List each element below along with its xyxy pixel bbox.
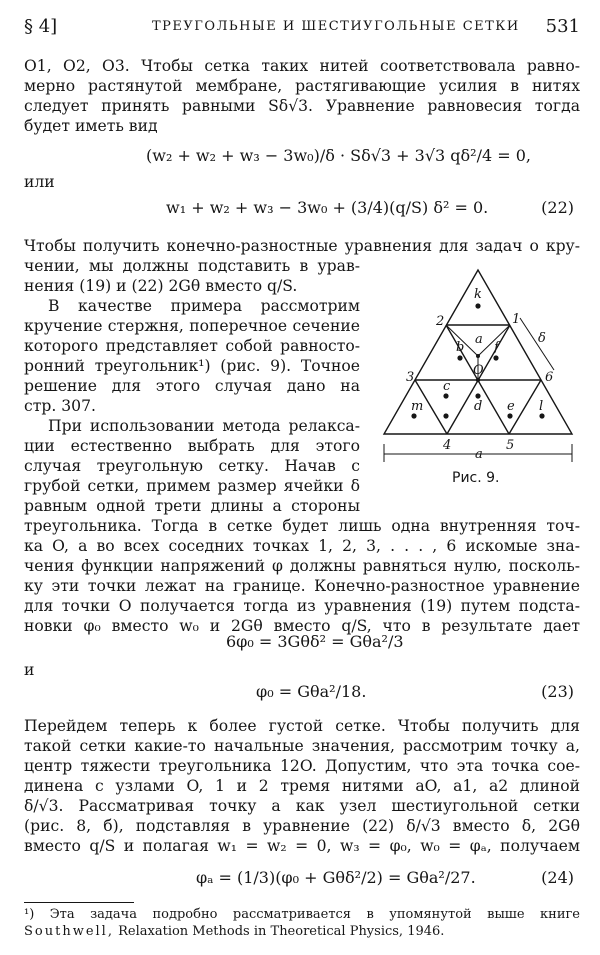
paragraph-3: [24, 296, 360, 416]
page-number: 531: [545, 16, 580, 37]
text-line: ции естественно выбрать для этого: [24, 437, 360, 455]
label-side-a: a: [475, 447, 483, 462]
equation-22: w₁ + w₂ + w₃ − 3w₀ + (3/4)(q/S) δ² = 0.: [166, 198, 489, 217]
text-line: При использовании метода релакса-: [48, 417, 360, 435]
footnote-title: Relaxation Methods in Theoretical Physics, 1946.: [113, 924, 445, 939]
section-mark: § 4]: [24, 16, 58, 37]
text-line: центр тяжести треугольника 12O. Допустим, что эта точка сое-: [24, 757, 580, 775]
text-line: будет иметь вид: [24, 117, 158, 135]
text-line: случая треугольную сетку. Начав с: [24, 457, 360, 475]
footnote-citation: [24, 923, 580, 940]
equation-24: φₐ = (1/3)(φ₀ + Gθδ²/2) = Gθa²/27.: [196, 868, 476, 887]
text-line: новки φ₀ вместо w₀ и 2Gθ вместо q/S, что в результате дает: [24, 617, 580, 635]
text-line: Чтобы получить конечно-разностные уравнения для задач о кру-: [24, 237, 580, 255]
footnote-line: ¹) Эта задача подробно рассматривается в упомянутой выше книге: [24, 907, 580, 922]
text-line: такой сетки какие-то начальные значения, рассмотрим точку a,: [24, 737, 580, 755]
text-line: решение для этого случая дано на: [24, 377, 360, 395]
equation-number-23: (23): [541, 682, 574, 701]
figure-9-triangle-grid: [382, 268, 578, 486]
text-line: стр. 307.: [24, 397, 96, 415]
text-line: для точки O получается тогда из уравнения (19) путем подста-: [24, 597, 580, 615]
text-line: В качестве примера рассмотрим: [48, 297, 360, 315]
label-k: k: [474, 287, 482, 302]
word-or: или: [24, 173, 55, 191]
label-f: f: [494, 340, 499, 355]
label-1: 1: [512, 312, 521, 327]
text-line: чения функции напряжений φ должны равняться нулю, посколь-: [24, 557, 580, 575]
footnote: [24, 906, 580, 940]
label-O: O: [473, 363, 484, 378]
word-and: и: [24, 661, 35, 679]
label-l: l: [539, 399, 544, 414]
text-line: треугольника. Тогда в сетке будет лишь одна внутренняя точ-: [24, 517, 580, 535]
text-line: (рис. 8, б), подставляя в уравнение (22) δ/√3 вместо δ, 2Gθ: [24, 817, 580, 835]
text-line: динена с узлами O, 1 и 2 тремя нитями aO, a1, a2 длиной: [24, 777, 580, 795]
label-4: 4: [443, 438, 452, 453]
text-line: равным одной трети длины a стороны: [24, 497, 360, 515]
text-line: вместо q/S и полагая w₁ = w₂ = 0, w₃ = φ₀, w₀ = φₐ, получаем: [24, 837, 580, 855]
text-line: O1, O2, O3. Чтобы сетка таких нитей соответствовала равно-: [24, 57, 580, 75]
text-line: нения (19) и (22) 2Gθ вместо q/S.: [24, 277, 298, 295]
label-d: d: [474, 399, 483, 414]
page-header: [24, 16, 580, 42]
footnote-rule: [24, 902, 134, 903]
text-line: чении, мы должны подставить в урав-: [24, 257, 360, 275]
paragraph-1: [24, 56, 580, 136]
running-title: ТРЕУГОЛЬНЫЕ И ШЕСТИУГОЛЬНЫЕ СЕТКИ: [152, 19, 520, 34]
text-line: Перейдем теперь к более густой сетке. Чтобы получить для: [24, 717, 580, 735]
text-line: ка O, а во всех соседних точках 1, 2, 3, . . . , 6 искомые зна-: [24, 537, 580, 555]
equation-number-22: (22): [541, 198, 574, 217]
equation-23: φ₀ = Gθa²/18.: [256, 682, 367, 701]
label-2: 2: [436, 314, 445, 329]
label-e: e: [507, 399, 515, 414]
equation-number-24: (24): [541, 868, 574, 887]
footnote-author: Southwell,: [24, 924, 114, 939]
text-line: ронний треугольник¹) (рис. 9). Точное: [24, 357, 360, 375]
label-c: c: [443, 379, 451, 394]
equation-phi0: 6φ₀ = 3Gθδ² = Gθa²/3: [226, 632, 404, 651]
label-a: a: [475, 332, 483, 347]
text-line: грубой сетки, примем размер ячейки δ: [24, 477, 360, 495]
text-line: δ/√3. Рассматривая точку a как узел шестиугольной сетки: [24, 797, 580, 815]
text-line: ку эти точки лежат на границе. Конечно-разностное уравнение: [24, 577, 580, 595]
label-5: 5: [506, 438, 515, 453]
paragraph-4: [24, 416, 360, 516]
label-delta: δ: [538, 331, 546, 346]
figure-caption: Рис. 9.: [452, 470, 500, 486]
text-line: которого представляет собой равносто-: [24, 337, 360, 355]
paragraph-2-cont: [24, 256, 360, 296]
paragraph-2: [24, 236, 580, 256]
label-3: 3: [406, 370, 415, 385]
text-line: следует принять равными Sδ√3. Уравнение равновесия тогда: [24, 97, 580, 115]
equation-equilibrium: (w₂ + w₂ + w₃ − 3w₀)/δ · Sδ√3 + 3√3 qδ²/4 = 0,: [146, 146, 532, 165]
text-line: мерно растянутой мембране, растягивающие усилия в нитях: [24, 77, 580, 95]
text-line: кручение стержня, поперечное сечение: [24, 317, 360, 335]
label-m: m: [411, 399, 424, 414]
label-b: b: [456, 340, 465, 355]
paragraph-5: [24, 516, 580, 636]
label-6: 6: [545, 370, 554, 385]
paragraph-6: [24, 716, 580, 856]
